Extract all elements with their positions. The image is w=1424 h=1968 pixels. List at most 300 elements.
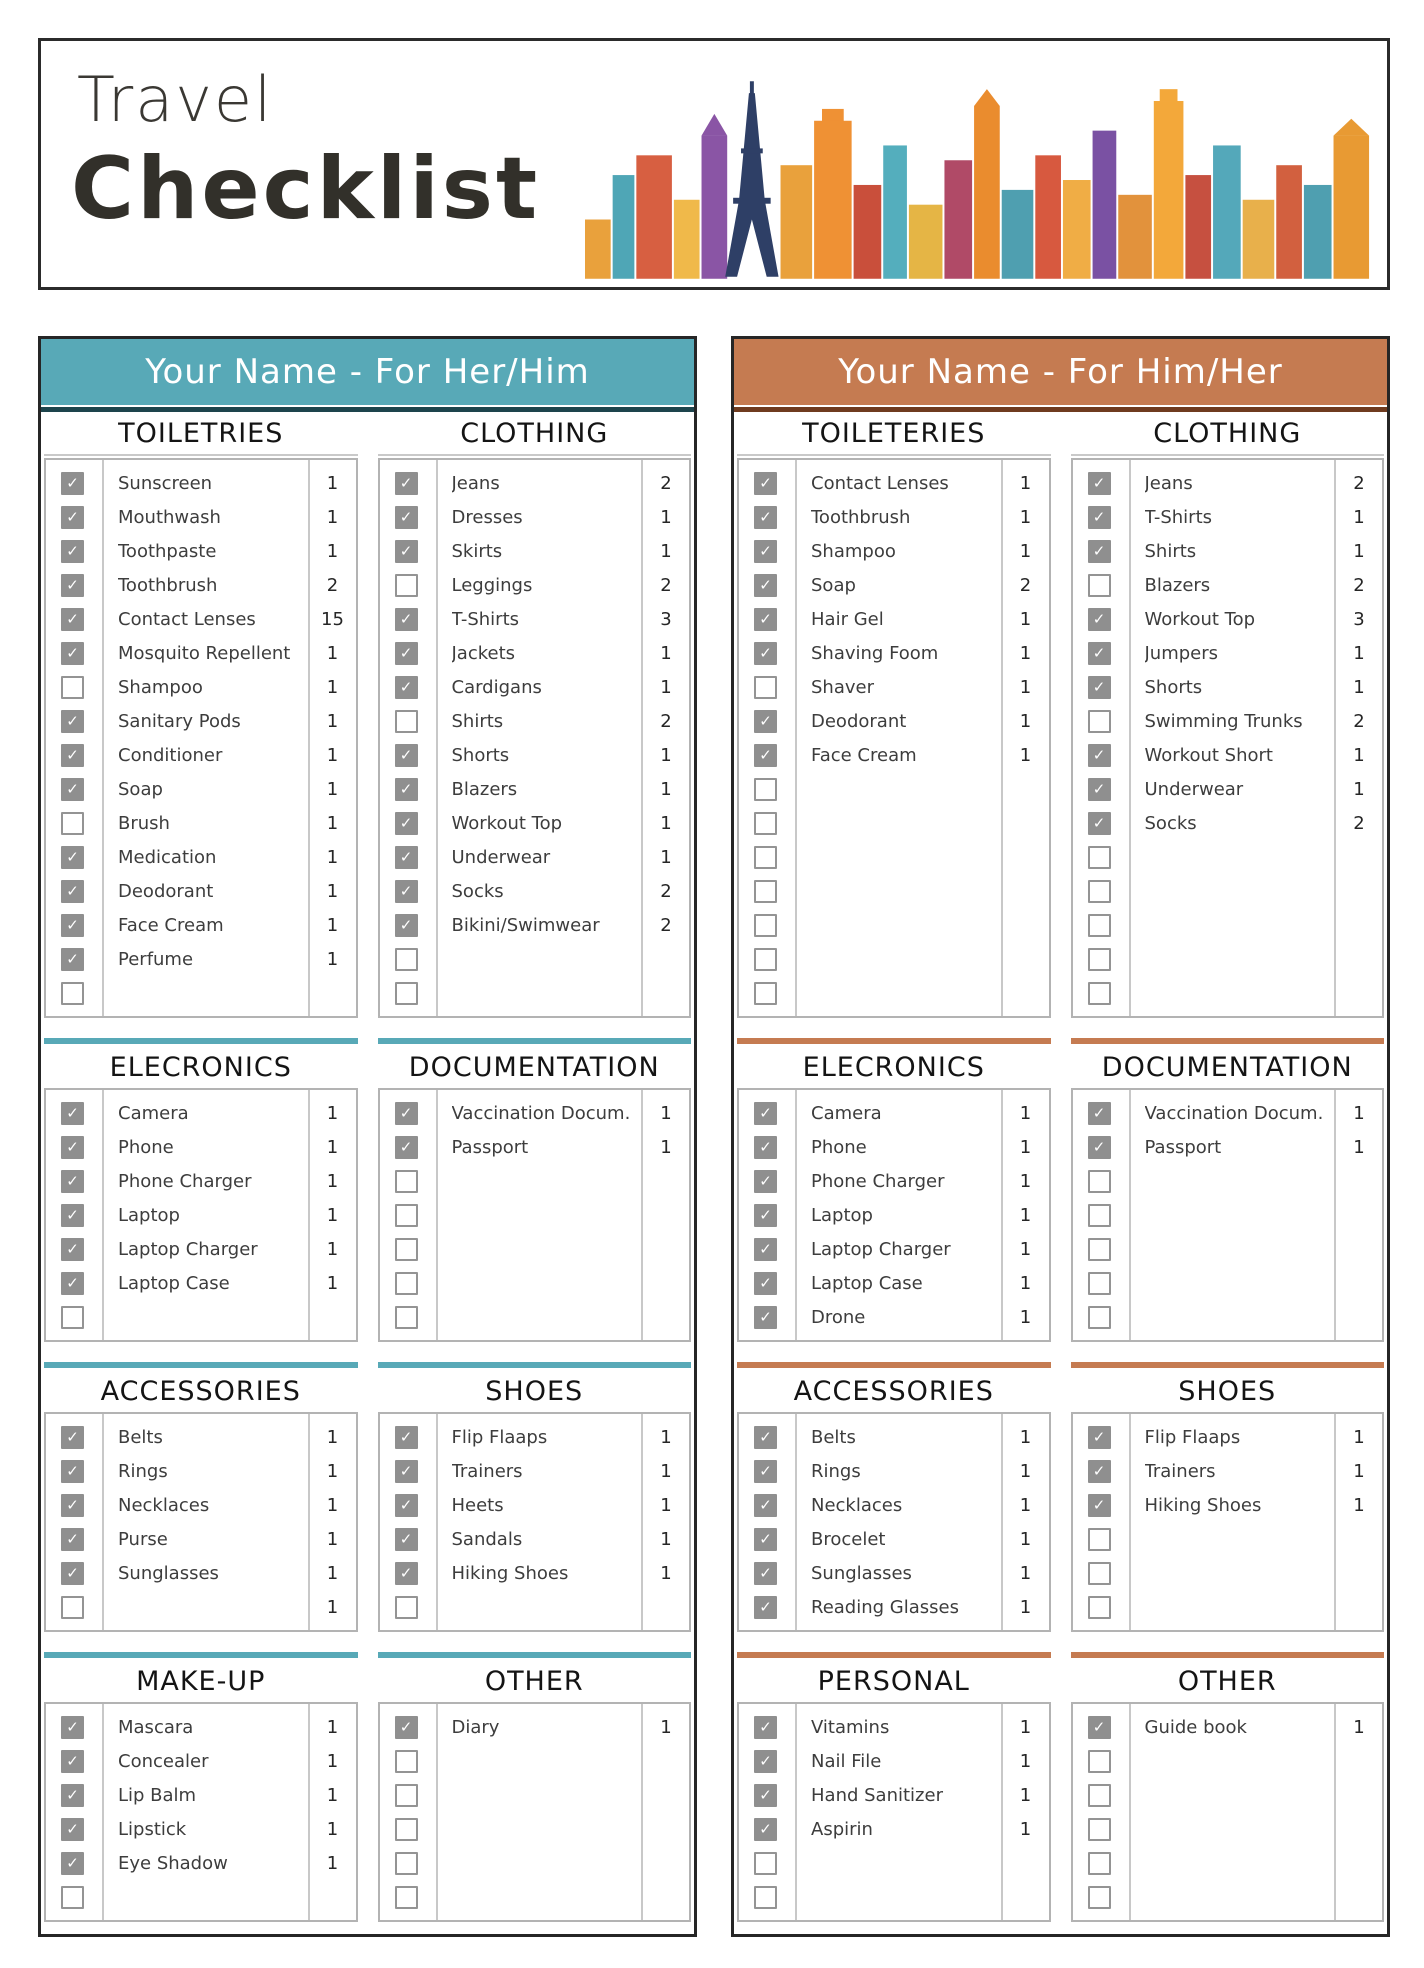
item-qty: 1	[326, 506, 339, 528]
item-qty: 1	[660, 642, 672, 664]
item-label: Shorts	[451, 744, 510, 766]
checkbox[interactable]: ✓	[61, 1204, 84, 1227]
checkbox[interactable]: ✓	[754, 1306, 777, 1329]
item-qty: 1	[660, 1460, 672, 1482]
checkbox[interactable]	[1088, 1562, 1111, 1585]
checkbox[interactable]: ✓	[395, 1426, 418, 1449]
item-qty: 1	[1353, 744, 1365, 766]
section-elecronics	[44, 1038, 358, 1342]
checkbox[interactable]	[1088, 1750, 1111, 1773]
checkbox[interactable]: ✓	[1088, 1426, 1111, 1449]
item-qty: 1	[326, 1784, 339, 1806]
section-title: SHOES	[1178, 1376, 1277, 1407]
checkbox[interactable]: ✓	[395, 1562, 418, 1585]
checkbox[interactable]: ✓	[61, 540, 84, 563]
item-label: Soap	[811, 574, 856, 596]
item-qty: 2	[1353, 710, 1365, 732]
checkbox[interactable]: ✓	[754, 1784, 777, 1807]
checkbox[interactable]: ✓	[61, 1494, 84, 1517]
checkbox[interactable]	[395, 948, 418, 971]
checkbox[interactable]: ✓	[754, 1528, 777, 1551]
item-label: Workout Top	[451, 812, 563, 834]
item-qty: 1	[1019, 1596, 1032, 1618]
checkbox[interactable]	[754, 846, 777, 869]
checkbox[interactable]	[1088, 1818, 1111, 1841]
checkbox[interactable]: ✓	[61, 1562, 84, 1585]
item-label: Contact Lenses	[118, 608, 256, 630]
checkbox[interactable]	[395, 1750, 418, 1773]
checkbox[interactable]	[754, 880, 777, 903]
checkbox[interactable]	[1088, 1170, 1111, 1193]
checkbox[interactable]	[395, 1170, 418, 1193]
checkbox[interactable]: ✓	[61, 608, 84, 631]
section-clothing	[1071, 416, 1385, 1018]
checkbox[interactable]	[61, 812, 84, 835]
checkbox[interactable]: ✓	[1088, 1102, 1111, 1125]
item-qty: 1	[326, 812, 339, 834]
checkbox[interactable]	[395, 1204, 418, 1227]
checkbox[interactable]	[61, 1306, 84, 1329]
checkbox[interactable]: ✓	[754, 540, 777, 563]
section-title: TOILETRIES	[118, 418, 284, 449]
item-label: Purse	[118, 1528, 168, 1550]
checkbox[interactable]: ✓	[1088, 676, 1111, 699]
checkbox[interactable]: ✓	[754, 710, 777, 733]
item-label: Lipstick	[118, 1818, 187, 1840]
item-label: Flip Flaaps	[451, 1426, 548, 1448]
checkbox[interactable]: ✓	[61, 1426, 84, 1449]
item-label: Jeans	[1144, 472, 1193, 494]
checkbox[interactable]	[395, 1852, 418, 1875]
column-divider	[1334, 460, 1336, 1016]
checkbox[interactable]: ✓	[61, 1716, 84, 1739]
item-qty: 1	[326, 1750, 339, 1772]
section-title: OTHER	[1177, 1666, 1277, 1697]
item-label: Phone	[811, 1136, 867, 1158]
item-qty: 1	[1019, 1716, 1032, 1738]
item-qty: 1	[326, 1818, 339, 1840]
header-box	[38, 38, 1390, 290]
checkbox[interactable]: ✓	[395, 914, 418, 937]
checkbox[interactable]: ✓	[754, 1102, 777, 1125]
item-label: Mosquito Repellent	[118, 642, 291, 664]
item-qty: 1	[660, 676, 672, 698]
checkbox[interactable]: ✓	[61, 642, 84, 665]
checkbox[interactable]: ✓	[61, 1460, 84, 1483]
item-label: Passport	[451, 1136, 529, 1158]
column-divider	[308, 1414, 310, 1630]
checkbox[interactable]: ✓	[1088, 1716, 1111, 1739]
item-qty: 15	[321, 608, 344, 630]
checkbox[interactable]: ✓	[395, 1528, 418, 1551]
checkbox[interactable]: ✓	[61, 1750, 84, 1773]
checkbox[interactable]	[1088, 1886, 1111, 1909]
checkbox[interactable]	[1088, 1238, 1111, 1261]
item-qty: 1	[1019, 642, 1032, 664]
checkbox[interactable]: ✓	[395, 846, 418, 869]
checkbox[interactable]	[1088, 710, 1111, 733]
item-label: Underwear	[1144, 778, 1244, 800]
checkbox[interactable]: ✓	[61, 1272, 84, 1295]
panel-title: Your Name - For Him/Her	[838, 352, 1283, 392]
item-qty: 1	[1019, 1170, 1032, 1192]
checkbox[interactable]: ✓	[395, 642, 418, 665]
item-label: Workout Short	[1144, 744, 1273, 766]
checkbox[interactable]: ✓	[61, 1528, 84, 1551]
checkbox[interactable]: ✓	[754, 1750, 777, 1773]
checkbox[interactable]: ✓	[754, 1238, 777, 1261]
checkbox[interactable]	[754, 1886, 777, 1909]
checkbox[interactable]	[395, 1784, 418, 1807]
checkbox[interactable]: ✓	[1088, 1494, 1111, 1517]
item-qty: 1	[1019, 1528, 1032, 1550]
column-divider	[436, 1090, 438, 1340]
item-qty: 1	[326, 880, 339, 902]
checkbox[interactable]	[61, 982, 84, 1005]
checkbox[interactable]: ✓	[754, 1136, 777, 1159]
item-label: Sunglasses	[811, 1562, 912, 1584]
item-label: Hand Sanitizer	[811, 1784, 943, 1806]
checkbox[interactable]: ✓	[61, 1136, 84, 1159]
checkbox[interactable]	[754, 982, 777, 1005]
item-qty: 1	[1019, 1562, 1032, 1584]
section-band	[737, 416, 1384, 1018]
item-label: Phone Charger	[118, 1170, 252, 1192]
item-label: T-Shirts	[451, 608, 520, 630]
item-label: Deodorant	[118, 880, 214, 902]
checkbox[interactable]: ✓	[754, 1170, 777, 1193]
column-divider	[436, 1414, 438, 1630]
checkbox[interactable]	[1088, 880, 1111, 903]
checkbox[interactable]: ✓	[61, 574, 84, 597]
section-band	[737, 1362, 1384, 1632]
checkbox[interactable]: ✓	[754, 472, 777, 495]
checkbox[interactable]: ✓	[754, 1596, 777, 1619]
checkbox[interactable]	[395, 1272, 418, 1295]
checkbox[interactable]: ✓	[395, 744, 418, 767]
checkbox[interactable]: ✓	[395, 540, 418, 563]
item-label: Jeans	[451, 472, 500, 494]
item-qty: 1	[1353, 540, 1365, 562]
item-label: Brush	[118, 812, 170, 834]
item-label: Aspirin	[811, 1818, 873, 1840]
checkbox[interactable]	[1088, 948, 1111, 971]
section-title: DOCUMENTATION	[408, 1052, 660, 1083]
column-divider	[1334, 1090, 1336, 1340]
item-label: Blazers	[451, 778, 518, 800]
checkbox[interactable]	[1088, 1306, 1111, 1329]
item-qty: 1	[326, 1528, 339, 1550]
section-title: SHOES	[485, 1376, 584, 1407]
checkbox[interactable]	[1088, 982, 1111, 1005]
item-label: Jackets	[451, 642, 516, 664]
column-divider	[641, 460, 643, 1016]
item-label: Medication	[118, 846, 217, 868]
item-label: Necklaces	[811, 1494, 903, 1516]
checkbox[interactable]	[754, 914, 777, 937]
section-clothing	[378, 416, 692, 1018]
section-accessories	[737, 1362, 1051, 1632]
checkbox[interactable]	[1088, 914, 1111, 937]
checkbox[interactable]: ✓	[61, 744, 84, 767]
item-qty: 1	[326, 1562, 339, 1584]
item-qty: 1	[660, 812, 672, 834]
items-box	[1071, 458, 1385, 1018]
item-label: Flip Flaaps	[1144, 1426, 1241, 1448]
checkbox[interactable]: ✓	[395, 676, 418, 699]
item-qty: 1	[660, 778, 672, 800]
section-accent-bar	[378, 1038, 692, 1044]
section-title: ELECRONICS	[802, 1052, 985, 1083]
checkbox[interactable]: ✓	[754, 1716, 777, 1739]
item-label: Laptop	[811, 1204, 873, 1226]
item-label: Laptop Charger	[811, 1238, 951, 1260]
item-label: Skirts	[451, 540, 503, 562]
checkbox[interactable]	[395, 1886, 418, 1909]
checkbox[interactable]	[1088, 846, 1111, 869]
item-label: Hiking Shoes	[1144, 1494, 1262, 1516]
panel-body	[41, 416, 694, 1934]
checkbox[interactable]: ✓	[1088, 744, 1111, 767]
item-label: Workout Top	[1144, 608, 1256, 630]
column-divider	[795, 1414, 797, 1630]
items-box	[737, 1412, 1051, 1632]
column-divider	[102, 460, 104, 1016]
item-qty: 1	[326, 642, 339, 664]
checkbox[interactable]: ✓	[754, 1562, 777, 1585]
item-qty: 1	[660, 1494, 672, 1516]
checkbox[interactable]: ✓	[754, 506, 777, 529]
column-divider	[1129, 460, 1131, 1016]
item-label: Brocelet	[811, 1528, 886, 1550]
checkbox[interactable]	[61, 676, 84, 699]
column-divider	[308, 1090, 310, 1340]
checkbox[interactable]: ✓	[754, 1426, 777, 1449]
checkbox[interactable]: ✓	[395, 506, 418, 529]
checkbox[interactable]: ✓	[1088, 1460, 1111, 1483]
checkbox[interactable]: ✓	[395, 608, 418, 631]
checkbox[interactable]	[395, 1818, 418, 1841]
item-qty: 1	[1019, 1494, 1032, 1516]
checkbox[interactable]	[1088, 1596, 1111, 1619]
checkbox[interactable]	[395, 1306, 418, 1329]
item-label: Toothbrush	[811, 506, 911, 528]
checkbox[interactable]: ✓	[754, 744, 777, 767]
item-qty: 1	[326, 676, 339, 698]
item-qty: 3	[660, 608, 672, 630]
item-qty: 1	[326, 1426, 339, 1448]
item-qty: 2	[1353, 812, 1365, 834]
item-qty: 2	[660, 472, 672, 494]
item-label: Vitamins	[811, 1716, 890, 1738]
column-divider	[641, 1704, 643, 1920]
checkbox[interactable]	[395, 1596, 418, 1619]
checkbox[interactable]	[1088, 1852, 1111, 1875]
section-make-up	[44, 1652, 358, 1922]
item-label: Laptop Case	[811, 1272, 923, 1294]
checkbox[interactable]	[395, 982, 418, 1005]
section-accent-bar	[44, 1038, 358, 1044]
checkbox[interactable]: ✓	[1088, 1136, 1111, 1159]
item-qty: 1	[326, 1136, 339, 1158]
checkbox[interactable]	[754, 1852, 777, 1875]
items-box	[378, 1702, 692, 1922]
checkbox[interactable]	[1088, 574, 1111, 597]
checkbox[interactable]	[1088, 1784, 1111, 1807]
checkbox[interactable]: ✓	[754, 574, 777, 597]
item-label: Dresses	[451, 506, 523, 528]
checkbox[interactable]	[754, 778, 777, 801]
item-label: Conditioner	[118, 744, 223, 766]
item-qty: 1	[1353, 1136, 1365, 1158]
item-label: Lip Balm	[118, 1784, 197, 1806]
checkbox[interactable]: ✓	[754, 1818, 777, 1841]
checkbox[interactable]	[754, 676, 777, 699]
item-label: Passport	[1144, 1136, 1222, 1158]
item-qty: 1	[326, 1272, 339, 1294]
column-divider	[436, 460, 438, 1016]
column-divider	[795, 460, 797, 1016]
section-accent-bar	[1071, 1038, 1385, 1044]
checkbox[interactable]	[395, 1238, 418, 1261]
item-label: Camera	[118, 1102, 189, 1124]
checkbox[interactable]: ✓	[1088, 540, 1111, 563]
checkbox[interactable]: ✓	[1088, 506, 1111, 529]
checkbox[interactable]: ✓	[61, 710, 84, 733]
checkbox[interactable]: ✓	[395, 1494, 418, 1517]
column-divider	[102, 1414, 104, 1630]
checkbox[interactable]	[1088, 1204, 1111, 1227]
column-divider	[641, 1414, 643, 1630]
item-qty: 1	[1019, 1426, 1032, 1448]
item-qty: 1	[1019, 1818, 1032, 1840]
item-qty: 2	[1353, 472, 1365, 494]
checkbox[interactable]: ✓	[61, 1102, 84, 1125]
checkbox[interactable]: ✓	[61, 1852, 84, 1875]
checkbox[interactable]: ✓	[61, 914, 84, 937]
item-qty: 1	[1019, 1460, 1032, 1482]
item-qty: 1	[660, 1102, 672, 1124]
item-qty: 1	[326, 1204, 339, 1226]
item-qty: 1	[1019, 1750, 1032, 1772]
checkbox[interactable]: ✓	[61, 1238, 84, 1261]
checkbox[interactable]: ✓	[395, 472, 418, 495]
item-label: Sunscreen	[118, 472, 213, 494]
item-label: Laptop Case	[118, 1272, 230, 1294]
checkbox[interactable]	[395, 710, 418, 733]
checkbox[interactable]: ✓	[754, 642, 777, 665]
panels	[38, 336, 1390, 1937]
checkbox[interactable]: ✓	[61, 1784, 84, 1807]
checkbox[interactable]: ✓	[61, 1818, 84, 1841]
checkbox[interactable]: ✓	[1088, 608, 1111, 631]
checkbox[interactable]	[61, 1596, 84, 1619]
checkbox[interactable]: ✓	[61, 1170, 84, 1193]
checkbox[interactable]: ✓	[395, 880, 418, 903]
item-qty: 1	[326, 778, 339, 800]
items-box	[44, 1088, 358, 1342]
checkbox[interactable]: ✓	[1088, 472, 1111, 495]
item-qty: 1	[660, 1426, 672, 1448]
item-label: T-Shirts	[1144, 506, 1213, 528]
checkbox[interactable]	[754, 812, 777, 835]
item-label: Face Cream	[811, 744, 917, 766]
item-qty: 2	[660, 710, 672, 732]
checkbox[interactable]	[61, 1886, 84, 1909]
checkbox[interactable]: ✓	[754, 1494, 777, 1517]
section-toiletries	[44, 416, 358, 1018]
item-qty: 1	[1019, 1204, 1032, 1226]
checkbox[interactable]: ✓	[61, 472, 84, 495]
checkbox[interactable]: ✓	[1088, 642, 1111, 665]
items-box	[1071, 1702, 1385, 1922]
checkbox[interactable]: ✓	[754, 1460, 777, 1483]
checkbox[interactable]: ✓	[61, 846, 84, 869]
checkbox[interactable]: ✓	[1088, 778, 1111, 801]
item-qty: 1	[326, 846, 339, 868]
checkbox[interactable]	[395, 574, 418, 597]
checkbox[interactable]: ✓	[61, 880, 84, 903]
checkbox[interactable]: ✓	[61, 948, 84, 971]
section-band	[44, 1038, 691, 1342]
checkbox[interactable]: ✓	[395, 812, 418, 835]
item-label: Diary	[451, 1716, 500, 1738]
checkbox[interactable]	[754, 948, 777, 971]
checkbox[interactable]	[1088, 1272, 1111, 1295]
checkbox[interactable]: ✓	[395, 1136, 418, 1159]
item-qty: 1	[326, 914, 339, 936]
checkbox[interactable]: ✓	[395, 1460, 418, 1483]
checkbox[interactable]: ✓	[754, 1204, 777, 1227]
item-label: Necklaces	[118, 1494, 210, 1516]
section-title: CLOTHING	[1153, 418, 1302, 449]
item-qty: 2	[660, 574, 672, 596]
items-box	[737, 458, 1051, 1018]
item-qty: 1	[660, 1528, 672, 1550]
checkbox[interactable]: ✓	[61, 778, 84, 801]
section-title-underline	[1071, 454, 1385, 456]
section-title-underline	[378, 454, 692, 456]
checkbox[interactable]: ✓	[395, 1102, 418, 1125]
item-qty: 1	[1019, 710, 1032, 732]
checkbox[interactable]	[1088, 1528, 1111, 1551]
page-title-checklist: Checklist	[71, 139, 541, 239]
section-title: OTHER	[484, 1666, 584, 1697]
item-label: Laptop Charger	[118, 1238, 258, 1260]
section-accent-bar	[737, 1038, 1051, 1044]
item-label: Laptop	[118, 1204, 180, 1226]
item-label: Shampoo	[118, 676, 203, 698]
checkbox[interactable]: ✓	[61, 506, 84, 529]
item-qty: 1	[1019, 1306, 1032, 1328]
checkbox[interactable]: ✓	[395, 1716, 418, 1739]
section-accent-bar	[737, 1652, 1051, 1658]
item-qty: 1	[326, 1852, 339, 1874]
item-label: Mascara	[118, 1716, 194, 1738]
item-label: Camera	[811, 1102, 882, 1124]
checkbox[interactable]: ✓	[395, 778, 418, 801]
item-label: Hiking Shoes	[451, 1562, 569, 1584]
item-label: Socks	[451, 880, 504, 902]
checkbox[interactable]: ✓	[754, 608, 777, 631]
checkbox[interactable]: ✓	[1088, 812, 1111, 835]
item-qty: 1	[1353, 676, 1365, 698]
item-label: Deodorant	[811, 710, 907, 732]
item-qty: 1	[1019, 744, 1032, 766]
section-band	[737, 1652, 1384, 1922]
checkbox[interactable]: ✓	[754, 1272, 777, 1295]
column-divider	[1129, 1704, 1131, 1920]
